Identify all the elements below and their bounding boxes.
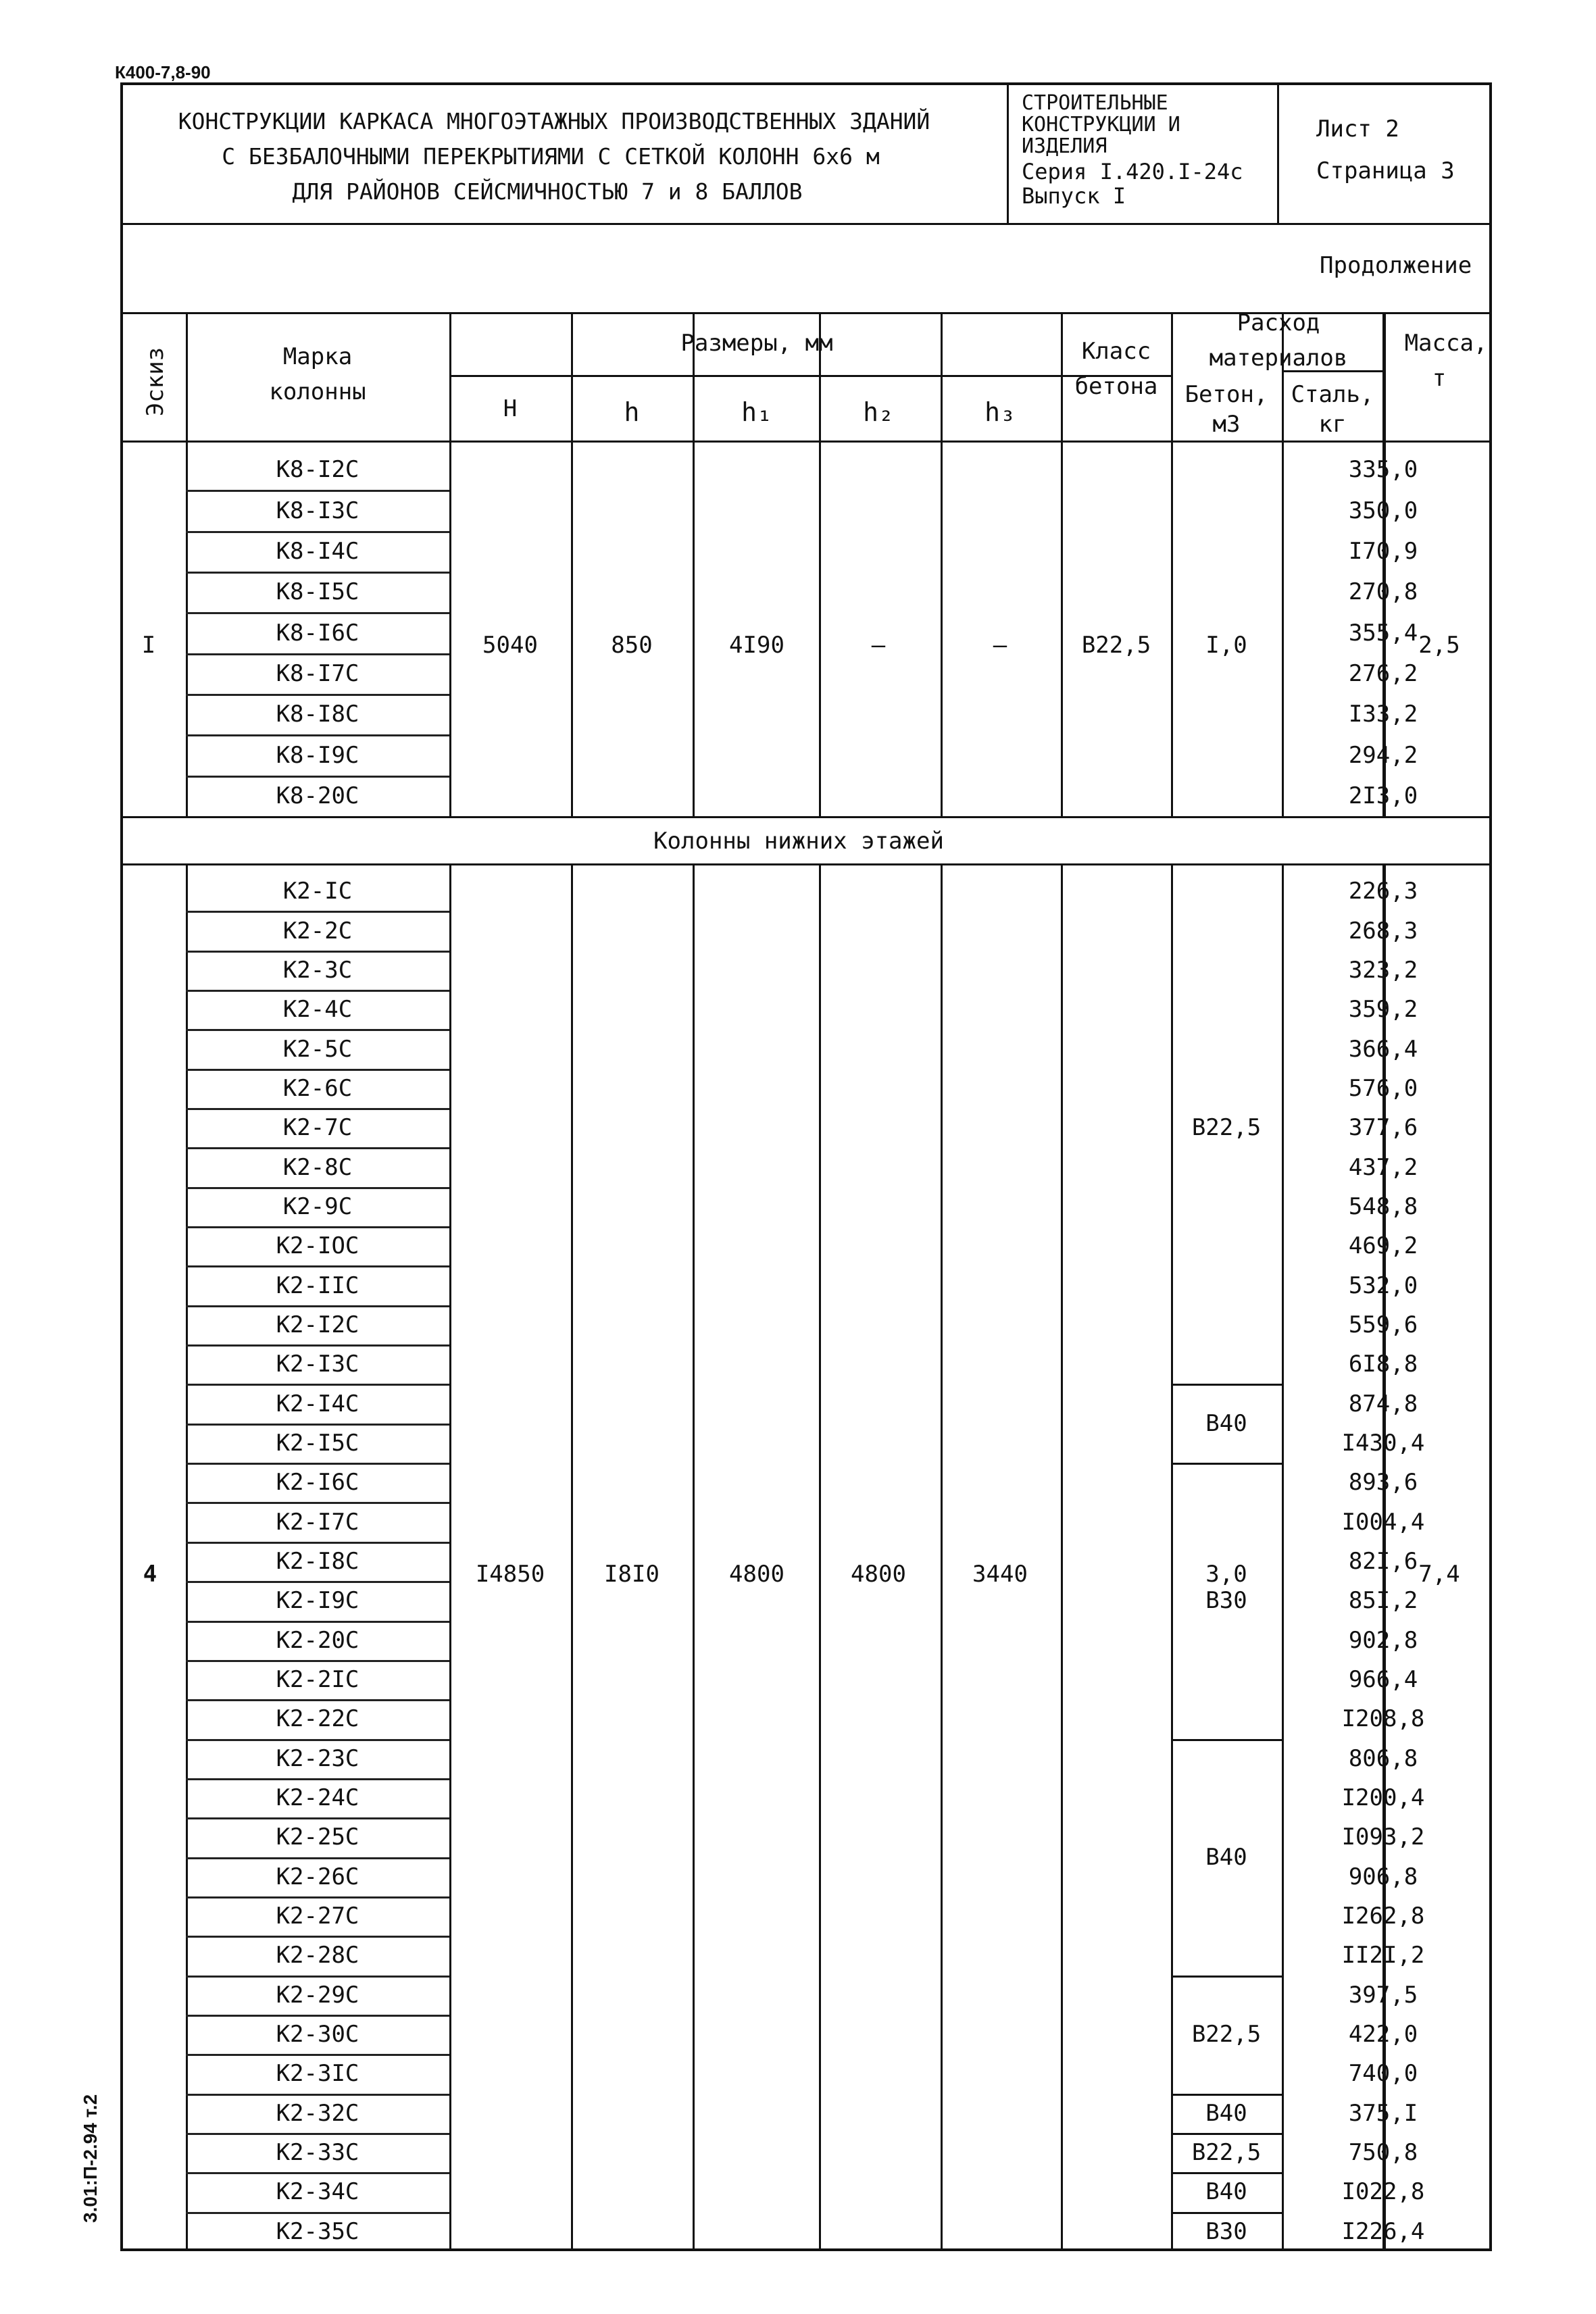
side-stamp-code: 3.01:П-2.94 т.2 — [80, 2094, 101, 2223]
col-concrete-header-1: Бетон, — [1184, 381, 1268, 408]
col-mass-header-2: т — [1432, 365, 1447, 392]
row-rule — [186, 531, 449, 533]
col-H-header: Н — [503, 395, 518, 422]
row-steel: 294,2 — [1348, 741, 1418, 769]
row-mark: К2-27С — [276, 1903, 359, 1930]
row-steel: I004,4 — [1341, 1508, 1425, 1536]
row-mark: К8-I4С — [276, 537, 359, 565]
group2-concrete: 3,0 — [1205, 1561, 1247, 1588]
row-mark: К2-3С — [282, 956, 353, 984]
row-steel: I093,2 — [1341, 1823, 1425, 1851]
row-steel: 966,4 — [1348, 1666, 1418, 1694]
row-rule — [186, 1305, 449, 1307]
col-consumption-header-1: Расход — [1237, 309, 1320, 336]
group1-sketch: I — [141, 632, 156, 659]
row-rule — [186, 1502, 449, 1504]
series-line-3: ИЗДЕЛИЯ — [1022, 134, 1107, 158]
row-steel: I200,4 — [1341, 1784, 1425, 1812]
row-steel: I33,2 — [1348, 701, 1418, 728]
class-rule — [1171, 1463, 1282, 1465]
row-mark: К2-23С — [276, 1744, 359, 1772]
table-rule — [693, 863, 695, 2251]
row-mark: К8-20С — [276, 782, 359, 809]
row-steel: 902,8 — [1348, 1626, 1418, 1654]
row-mark: К8-I8С — [276, 701, 359, 728]
col-mark-header-2: колонны — [269, 378, 366, 405]
row-mark: К2-34С — [276, 2178, 359, 2206]
table-rule — [449, 312, 451, 816]
row-mark: К2-I3С — [276, 1351, 359, 1378]
concrete-class-cell: В40 — [1205, 1843, 1247, 1871]
col-mark-header-1: Марка — [282, 343, 353, 370]
row-steel: 82I,6 — [1348, 1548, 1418, 1575]
table-rule — [819, 863, 821, 2251]
group1-H: 5040 — [482, 632, 538, 659]
row-mark: К2-28С — [276, 1942, 359, 1969]
row-mark: К2-20С — [276, 1626, 359, 1654]
row-steel: 6I8,8 — [1348, 1351, 1418, 1378]
col-h2-header: h₂ — [863, 397, 894, 427]
row-rule — [186, 734, 449, 736]
row-rule — [186, 1699, 449, 1701]
concrete-class-cell: В40 — [1205, 2178, 1247, 2206]
table-rule — [819, 312, 821, 816]
row-steel: I226,4 — [1341, 2217, 1425, 2245]
row-rule — [186, 911, 449, 913]
class-rule — [1171, 2133, 1282, 2135]
row-steel: 532,0 — [1348, 1272, 1418, 1299]
row-mark: К2-26С — [276, 1863, 359, 1890]
row-steel: I430,4 — [1341, 1429, 1425, 1457]
row-mark: К2-2С — [282, 917, 353, 945]
row-steel: 740,0 — [1348, 2060, 1418, 2088]
table-rule — [1171, 863, 1173, 2251]
row-steel: 576,0 — [1348, 1074, 1418, 1102]
concrete-class-cell: В40 — [1205, 2099, 1247, 2127]
table-rule — [1061, 312, 1063, 816]
group1-h2: – — [871, 632, 886, 659]
row-rule — [186, 612, 449, 614]
group2-sketch: 4 — [143, 1561, 157, 1588]
row-steel: 355,4 — [1348, 619, 1418, 647]
row-mark: К8-I9С — [276, 741, 359, 769]
table-rule — [120, 863, 1492, 865]
row-rule — [186, 1029, 449, 1031]
continuation-label: Продолжение — [1320, 252, 1472, 279]
row-rule — [186, 1739, 449, 1741]
row-steel: 335,0 — [1348, 456, 1418, 484]
row-rule — [186, 1344, 449, 1347]
row-mark: К8-I6С — [276, 619, 359, 647]
row-rule — [186, 2015, 449, 2017]
issue-number: Выпуск I — [1022, 183, 1126, 209]
row-mark: К2-I9С — [276, 1587, 359, 1615]
row-steel: 806,8 — [1348, 1744, 1418, 1772]
col-sketch-header: Эскиз — [142, 347, 169, 417]
concrete-class-cell: В30 — [1205, 1587, 1247, 1615]
concrete-class-cell: В22,5 — [1191, 1114, 1262, 1142]
row-mark: К2-2IС — [276, 1666, 359, 1694]
row-steel: 874,8 — [1348, 1390, 1418, 1417]
row-steel: 377,6 — [1348, 1114, 1418, 1142]
col-class-header-1: Класс — [1081, 338, 1151, 365]
row-mark: К2-I8С — [276, 1548, 359, 1575]
row-mark: К2-35С — [276, 2217, 359, 2245]
title-line-2: С БЕЗБАЛОЧНЫМИ ПЕРЕКРЫТИЯМИ С СЕТКОЙ КОЛОНН 6х6 м — [222, 143, 880, 170]
group2-h1: 4800 — [729, 1561, 784, 1588]
group1-concrete-class: В22,5 — [1081, 632, 1151, 659]
row-rule — [186, 1147, 449, 1149]
row-rule — [186, 1621, 449, 1623]
row-mark: К2-IОС — [276, 1232, 359, 1260]
col-concrete-header-2: м3 — [1212, 411, 1241, 438]
row-mark: К2-9С — [282, 1192, 353, 1220]
concrete-class-cell: В40 — [1205, 1409, 1247, 1437]
row-steel: 422,0 — [1348, 2021, 1418, 2048]
row-rule — [186, 490, 449, 492]
row-steel: II2I,2 — [1341, 1942, 1425, 1969]
page-number: Страница 3 — [1316, 157, 1455, 184]
row-rule — [186, 776, 449, 778]
row-rule — [186, 1857, 449, 1859]
table-rule — [1282, 863, 1284, 2251]
row-steel: I70,9 — [1348, 537, 1418, 565]
document-code: К400-7,8-90 — [115, 62, 211, 82]
row-steel: 906,8 — [1348, 1863, 1418, 1890]
class-rule — [1171, 1384, 1282, 1386]
row-steel: 323,2 — [1348, 956, 1418, 984]
row-mark: К2-7С — [282, 1114, 353, 1142]
row-rule — [186, 2212, 449, 2214]
row-rule — [186, 2094, 449, 2096]
row-rule — [186, 2054, 449, 2056]
header-divider — [1007, 82, 1009, 223]
row-mark: К2-I6С — [276, 1469, 359, 1496]
concrete-class-cell: В30 — [1205, 2217, 1247, 2245]
table-rule — [571, 863, 573, 2251]
concrete-class-cell: В22,5 — [1191, 2139, 1262, 2167]
table-rule — [120, 441, 1492, 443]
row-rule — [186, 1896, 449, 1898]
class-rule — [1171, 2172, 1282, 2174]
row-mark: К2-30С — [276, 2021, 359, 2048]
row-rule — [186, 990, 449, 992]
row-steel: I208,8 — [1341, 1705, 1425, 1733]
row-steel: 437,2 — [1348, 1153, 1418, 1181]
table-rule — [693, 312, 695, 816]
row-steel: 85I,2 — [1348, 1587, 1418, 1615]
row-steel: 226,3 — [1348, 878, 1418, 905]
table-rule — [186, 863, 188, 2251]
row-rule — [186, 2172, 449, 2174]
row-rule — [186, 1581, 449, 1583]
row-mark: К2-8С — [282, 1153, 353, 1181]
series-line-1: СТРОИТЕЛЬНЫЕ — [1022, 91, 1168, 115]
row-rule — [186, 1069, 449, 1071]
col-h3-header: h₃ — [984, 397, 1016, 427]
row-mark: К2-32С — [276, 2099, 359, 2127]
row-mark: К2-I5С — [276, 1429, 359, 1457]
row-rule — [186, 1660, 449, 1662]
row-steel: 268,3 — [1348, 917, 1418, 945]
row-steel: 375,I — [1348, 2099, 1418, 2127]
row-rule — [186, 1424, 449, 1426]
sheet-number: Лист 2 — [1316, 116, 1399, 143]
row-mark: К2-IIС — [276, 1272, 359, 1299]
table-rule — [120, 816, 1492, 818]
row-rule — [186, 1463, 449, 1465]
row-rule — [186, 653, 449, 655]
col-h1-header: h₁ — [741, 397, 772, 427]
row-rule — [186, 1976, 449, 1978]
row-mark: К2-4С — [282, 996, 353, 1024]
row-rule — [186, 951, 449, 953]
row-mark: К2-29С — [276, 1981, 359, 2009]
row-mark: К2-25С — [276, 1823, 359, 1851]
row-rule — [186, 694, 449, 696]
table-rule — [449, 863, 451, 2251]
col-sizes-header: Размеры, мм — [680, 330, 833, 357]
row-steel: 276,2 — [1348, 659, 1418, 687]
col-class-header-2: бетона — [1074, 373, 1158, 400]
row-steel: 366,4 — [1348, 1035, 1418, 1063]
table-rule — [941, 863, 943, 2251]
table-rule — [1282, 312, 1284, 816]
row-rule — [186, 2133, 449, 2135]
group2-mass: 7,4 — [1418, 1561, 1460, 1588]
row-mark: К8-I3С — [276, 497, 359, 524]
header-bottom-rule — [120, 223, 1492, 225]
row-steel: 270,8 — [1348, 578, 1418, 606]
group1-h: 850 — [611, 632, 653, 659]
row-steel: 750,8 — [1348, 2139, 1418, 2167]
group1-mass: 2,5 — [1418, 632, 1460, 659]
col-steel-header-1: Сталь, — [1291, 381, 1374, 408]
group2-h2: 4800 — [851, 1561, 906, 1588]
table-rule — [1061, 863, 1063, 2251]
class-rule — [1171, 2212, 1282, 2214]
row-mark: К8-I2С — [276, 456, 359, 484]
row-mark: К2-33С — [276, 2139, 359, 2167]
title-line-1: КОНСТРУКЦИИ КАРКАСА МНОГОЭТАЖНЫХ ПРОИЗВОДСТВЕННЫХ ЗДАНИЙ — [178, 108, 930, 134]
row-rule — [186, 1936, 449, 1938]
section-title: Колонны нижних этажей — [653, 828, 944, 855]
row-steel: I022,8 — [1341, 2178, 1425, 2206]
class-rule — [1171, 1739, 1282, 1741]
row-rule — [186, 1778, 449, 1780]
row-steel: 397,5 — [1348, 1981, 1418, 2009]
group1-concrete: I,0 — [1205, 632, 1247, 659]
row-steel: 2I3,0 — [1348, 782, 1418, 809]
title-line-3: ДЛЯ РАЙОНОВ СЕЙСМИЧНОСТЬЮ 7 и 8 БАЛЛОВ — [292, 178, 803, 205]
row-mark: К8-I7С — [276, 659, 359, 687]
row-steel: 469,2 — [1348, 1232, 1418, 1260]
row-steel: 359,2 — [1348, 996, 1418, 1024]
row-rule — [186, 572, 449, 574]
row-rule — [186, 1108, 449, 1110]
class-rule — [1171, 1976, 1282, 1978]
row-mark: К2-5С — [282, 1035, 353, 1063]
col-consumption-header-2: материалов — [1209, 345, 1348, 372]
row-rule — [186, 1384, 449, 1386]
row-rule — [186, 1226, 449, 1228]
class-rule — [1171, 2094, 1282, 2096]
series-number: Серия I.420.I-24c — [1022, 159, 1243, 184]
table-rule — [1171, 312, 1173, 816]
series-line-2: КОНСТРУКЦИИ И — [1022, 113, 1180, 136]
table-rule — [571, 312, 573, 816]
row-mark: К2-IС — [282, 878, 353, 905]
row-steel: 350,0 — [1348, 497, 1418, 524]
group1-h3: – — [993, 632, 1007, 659]
row-steel: 893,6 — [1348, 1469, 1418, 1496]
col-steel-header-2: кг — [1318, 411, 1347, 438]
row-rule — [186, 1817, 449, 1819]
table-rule — [941, 312, 943, 816]
row-mark: К2-24С — [276, 1784, 359, 1812]
col-mass-header-1: Масса, — [1404, 330, 1488, 357]
row-mark: К2-I2С — [276, 1311, 359, 1338]
col-h-header: h — [624, 397, 640, 427]
group2-h: I8I0 — [604, 1561, 659, 1588]
row-steel: I262,8 — [1341, 1903, 1425, 1930]
header-divider — [1277, 82, 1279, 223]
group2-H: I4850 — [475, 1561, 545, 1588]
row-mark: К2-22С — [276, 1705, 359, 1733]
group1-h1: 4I90 — [729, 632, 784, 659]
table-rule — [186, 312, 188, 816]
row-rule — [186, 1542, 449, 1544]
row-steel: 548,8 — [1348, 1192, 1418, 1220]
concrete-class-cell: В22,5 — [1191, 2021, 1262, 2048]
row-rule — [186, 1187, 449, 1189]
row-mark: К2-6С — [282, 1074, 353, 1102]
row-mark: К2-I4С — [276, 1390, 359, 1417]
row-mark: К2-I7С — [276, 1508, 359, 1536]
row-mark: К8-I5С — [276, 578, 359, 606]
row-rule — [186, 1265, 449, 1267]
row-mark: К2-3IС — [276, 2060, 359, 2088]
row-steel: 559,6 — [1348, 1311, 1418, 1338]
group2-h3: 3440 — [972, 1561, 1028, 1588]
